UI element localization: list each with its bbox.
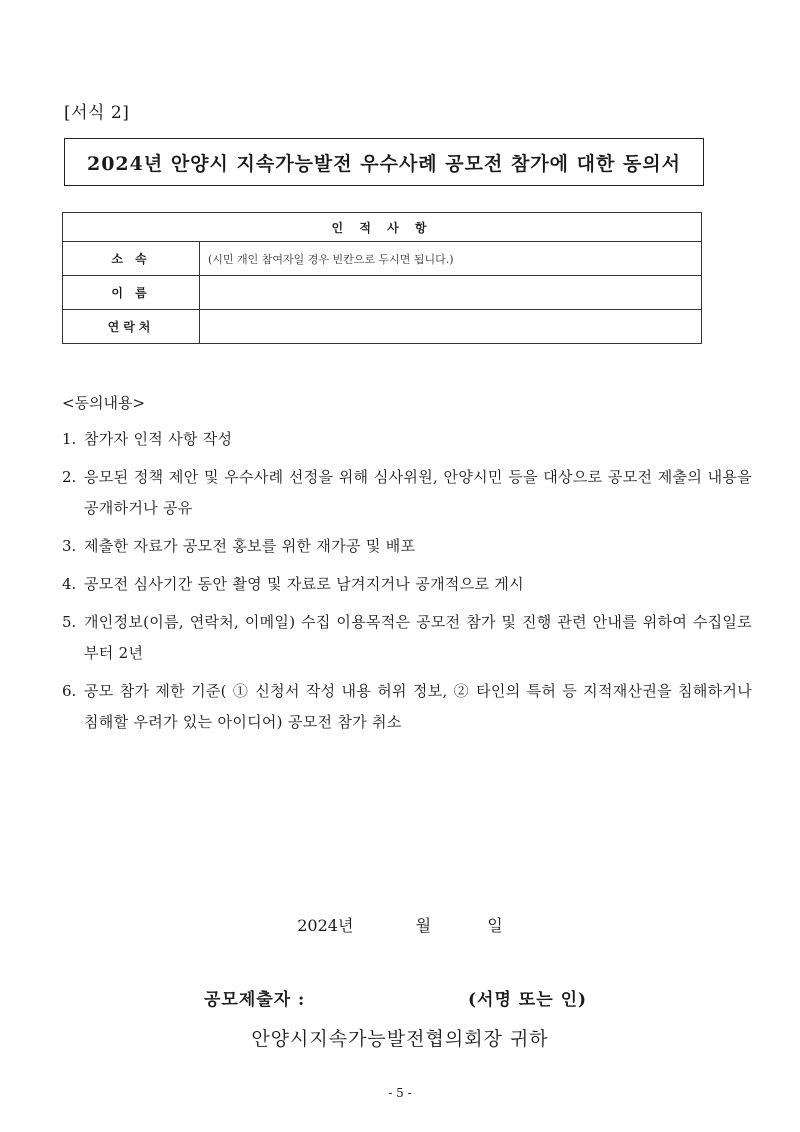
signature-placeholder: (서명 또는 인) xyxy=(468,990,588,1010)
consent-item-text: 제출한 자료가 공모전 홍보를 위한 재가공 및 배포 xyxy=(84,537,416,555)
contact-field[interactable] xyxy=(200,310,702,344)
personal-info-header-row xyxy=(63,213,702,242)
consent-item xyxy=(62,462,752,524)
date-line xyxy=(0,913,800,936)
page-number: - 5 - xyxy=(388,1086,412,1100)
consent-item-number: 1. xyxy=(62,430,77,448)
document-title: 2024년 안양시 지속가능발전 우수사례 공모전 참가에 대한 동의서 xyxy=(86,152,682,175)
submitter-label: 공모제출자 : xyxy=(204,990,306,1010)
consent-item-text: 개인정보(이름, 연락처, 이메일) 수집 이용목적은 공모전 참가 및 진행 관련 안내를 위하여 수집일로부터 2년 xyxy=(84,613,752,662)
name-label: 이 름 xyxy=(63,276,200,310)
consent-item-number: 6. xyxy=(62,682,77,700)
affiliation-row xyxy=(63,242,702,276)
contact-row xyxy=(63,310,702,344)
consent-heading: <동의내용> xyxy=(62,394,146,412)
name-row xyxy=(63,276,702,310)
date-month: 월 xyxy=(415,916,432,935)
personal-info-header: 인 적 사 항 xyxy=(63,213,702,242)
consent-item xyxy=(62,424,752,455)
consent-item-number: 4. xyxy=(62,575,77,593)
consent-item-text: 공모전 심사기간 동안 촬영 및 자료로 남겨지거나 공개적으로 게시 xyxy=(84,575,524,593)
consent-item-text: 공모 참가 제한 기준( ① 신청서 작성 내용 허위 정보, ② 타인의 특허 등 지적재산권을 침해하거나 침해할 우려가 있는 아이디어) 공모전 참가 취소 xyxy=(84,682,752,731)
consent-list xyxy=(62,424,752,745)
consent-item-number: 2. xyxy=(62,468,77,486)
consent-item xyxy=(62,531,752,562)
affiliation-field[interactable]: (시민 개인 참여자일 경우 빈칸으로 두시면 됩니다.) xyxy=(200,242,702,276)
consent-item-number: 5. xyxy=(62,613,77,631)
name-field[interactable] xyxy=(200,276,702,310)
consent-item-number: 3. xyxy=(62,537,77,555)
consent-item-text: 참가자 인적 사항 작성 xyxy=(84,430,233,448)
consent-item xyxy=(62,607,752,669)
form-number: [서식 2] xyxy=(64,103,130,123)
date-day: 일 xyxy=(487,916,503,935)
document-title-box xyxy=(64,138,704,186)
consent-item xyxy=(62,676,752,738)
consent-item-text: 응모된 정책 제안 및 우수사례 선정을 위해 심사위원, 안양시민 등을 대상으로 공모전 제출의 내용을 공개하거나 공유 xyxy=(84,468,752,517)
contact-label: 연락처 xyxy=(63,310,200,344)
addressee: 안양시지속가능발전협의회장 귀하 xyxy=(251,1028,549,1050)
date-year: 2024년 xyxy=(297,916,354,935)
personal-info-table xyxy=(62,212,702,344)
affiliation-label: 소 속 xyxy=(63,242,200,276)
consent-item xyxy=(62,569,752,600)
